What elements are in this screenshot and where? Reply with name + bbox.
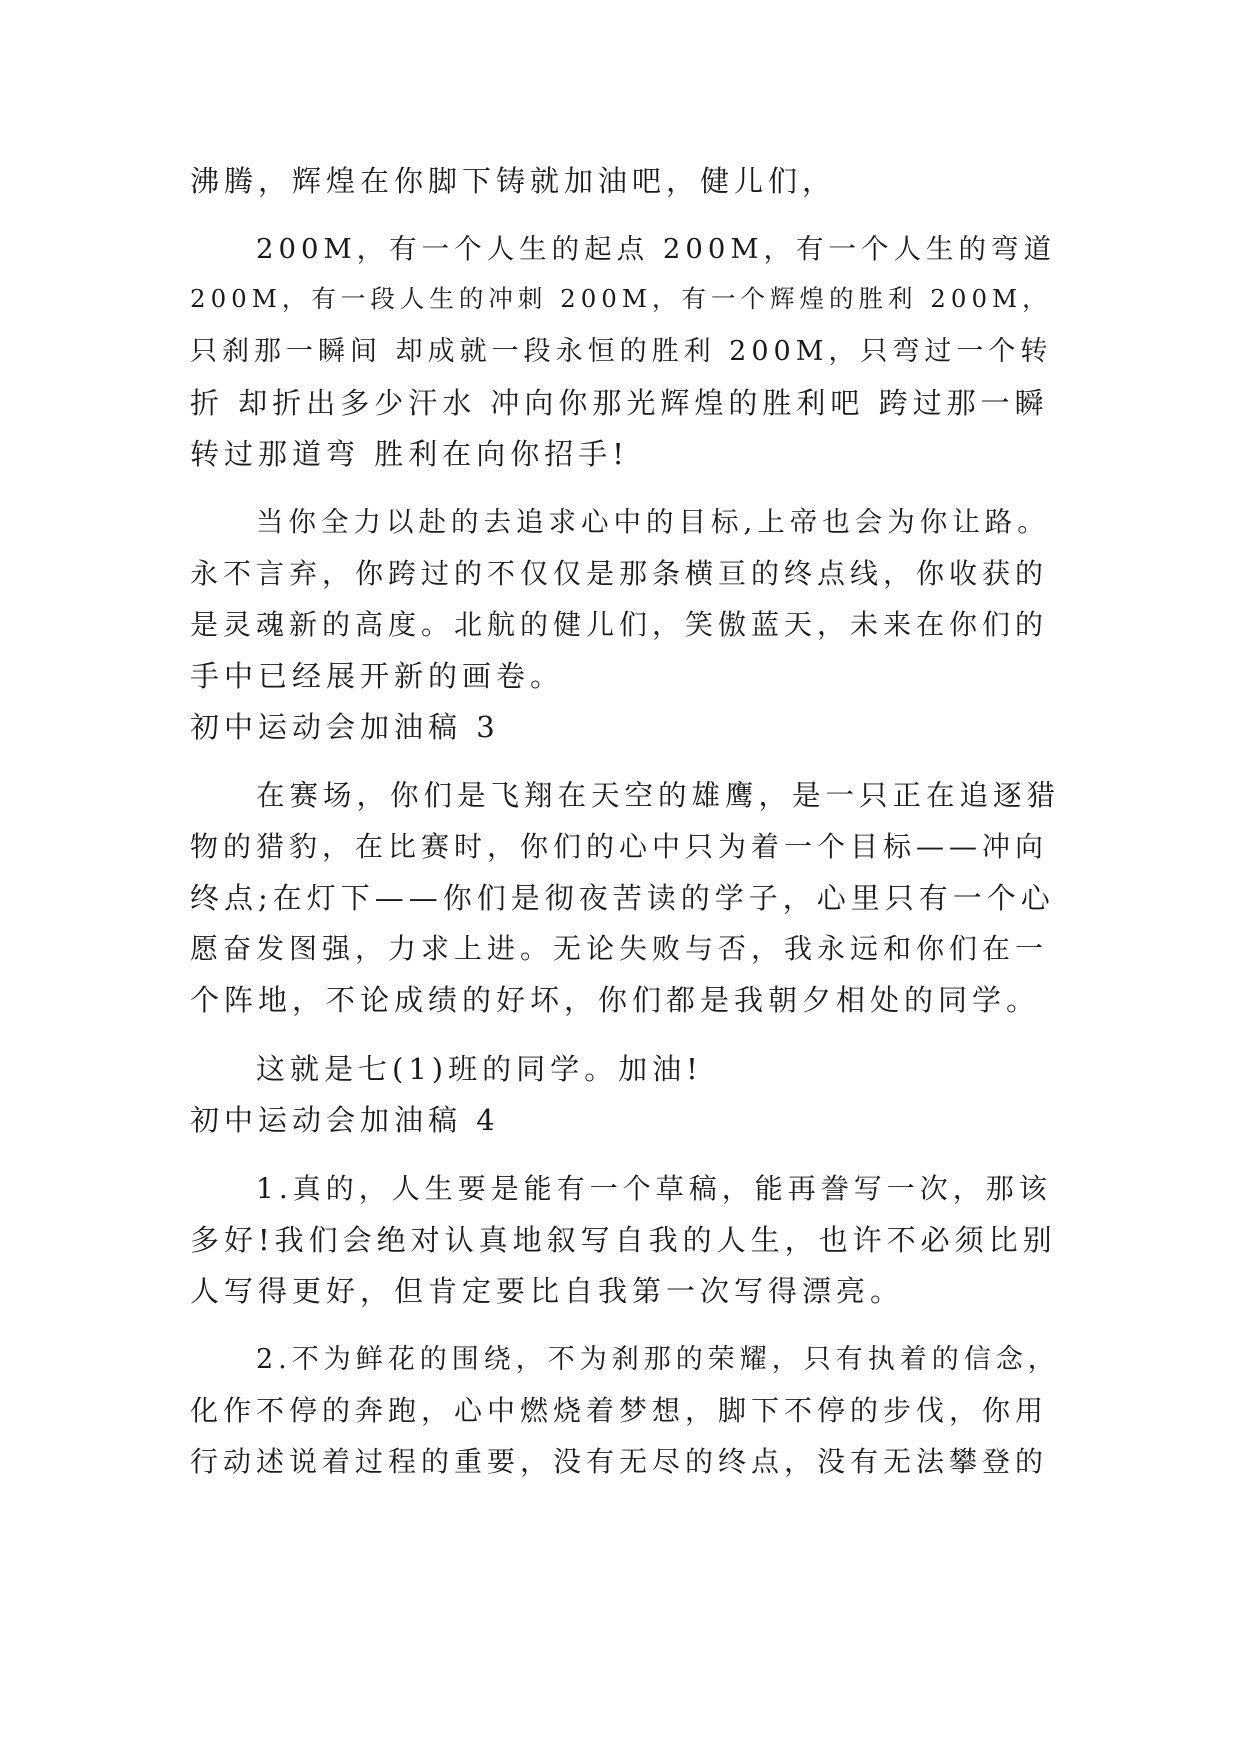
- paragraph-line: 转过那道弯 胜利在向你招手!: [190, 437, 629, 471]
- paragraph-line: 在赛场，你们是飞翔在天空的雄鹰，是一只正在追逐猎: [256, 779, 1061, 812]
- continued-paragraph-line: 沸腾，辉煌在你脚下铸就加油吧，健儿们，: [190, 164, 837, 198]
- paragraph-line: 只刹那一瞬间 却成就一段永恒的胜利 200M，只弯过一个转: [190, 336, 1053, 367]
- paragraph-line: 永不言弃，你跨过的不仅仅是那条横亘的终点线，你收获的: [190, 557, 1049, 590]
- paragraph-line: 终点;在灯下——你们是彻夜苦读的学子，心里只有一个心: [190, 881, 1055, 915]
- paragraph-line: 个阵地，不论成绩的好坏，你们都是我朝夕相处的同学。: [190, 983, 1041, 1017]
- paragraph-line: 愿奋发图强，力求上进。无论失败与否，我永远和你们在一: [190, 932, 1049, 965]
- paragraph-line: 行动述说着过程的重要，没有无尽的终点，没有无法攀登的: [190, 1445, 1049, 1478]
- section-heading: 初中运动会加油稿 3: [190, 710, 500, 744]
- paragraph-line: 手中已经展开新的画卷。: [190, 659, 565, 693]
- paragraph-line: 2.不为鲜花的围绕，不为刹那的荣耀，只有执着的信念，: [256, 1344, 1060, 1375]
- paragraph-line: 这就是七(1)班的同学。加油!: [256, 1052, 703, 1086]
- paragraph-line: 人写得更好，但肯定要比自我第一次写得漂亮。: [190, 1274, 905, 1308]
- paragraph-line: 是灵魂新的高度。北航的健儿们，笑傲蓝天，未来在你们的: [190, 608, 1049, 641]
- paragraph-line: 物的猎豹，在比赛时，你们的心中只为着一个目标——冲向: [190, 830, 1049, 863]
- paragraph-line: 200M，有一段人生的冲刺 200M，有一个辉煌的胜利 200M，: [190, 284, 1052, 313]
- paragraph-line: 折 却折出多少汗水 冲向你那光辉煌的胜利吧 跨过那一瞬: [190, 386, 1049, 420]
- section-heading: 初中运动会加油稿 4: [190, 1103, 500, 1137]
- paragraph-line: 1.真的，人生要是能有一个草稿，能再誊写一次，那该: [256, 1172, 1052, 1205]
- paragraph-line: 多好!我们会绝对认真地叙写自我的人生，也许不必须比别: [190, 1223, 1057, 1257]
- paragraph-line: 化作不停的奔跑，心中燃烧着梦想，脚下不停的步伐，你用: [190, 1394, 1049, 1427]
- paragraph-line: 200M，有一个人生的起点 200M，有一个人生的弯道: [256, 233, 1057, 265]
- paragraph-line: 当你全力以赴的去追求心中的目标,上帝也会为你让路。: [256, 506, 1050, 538]
